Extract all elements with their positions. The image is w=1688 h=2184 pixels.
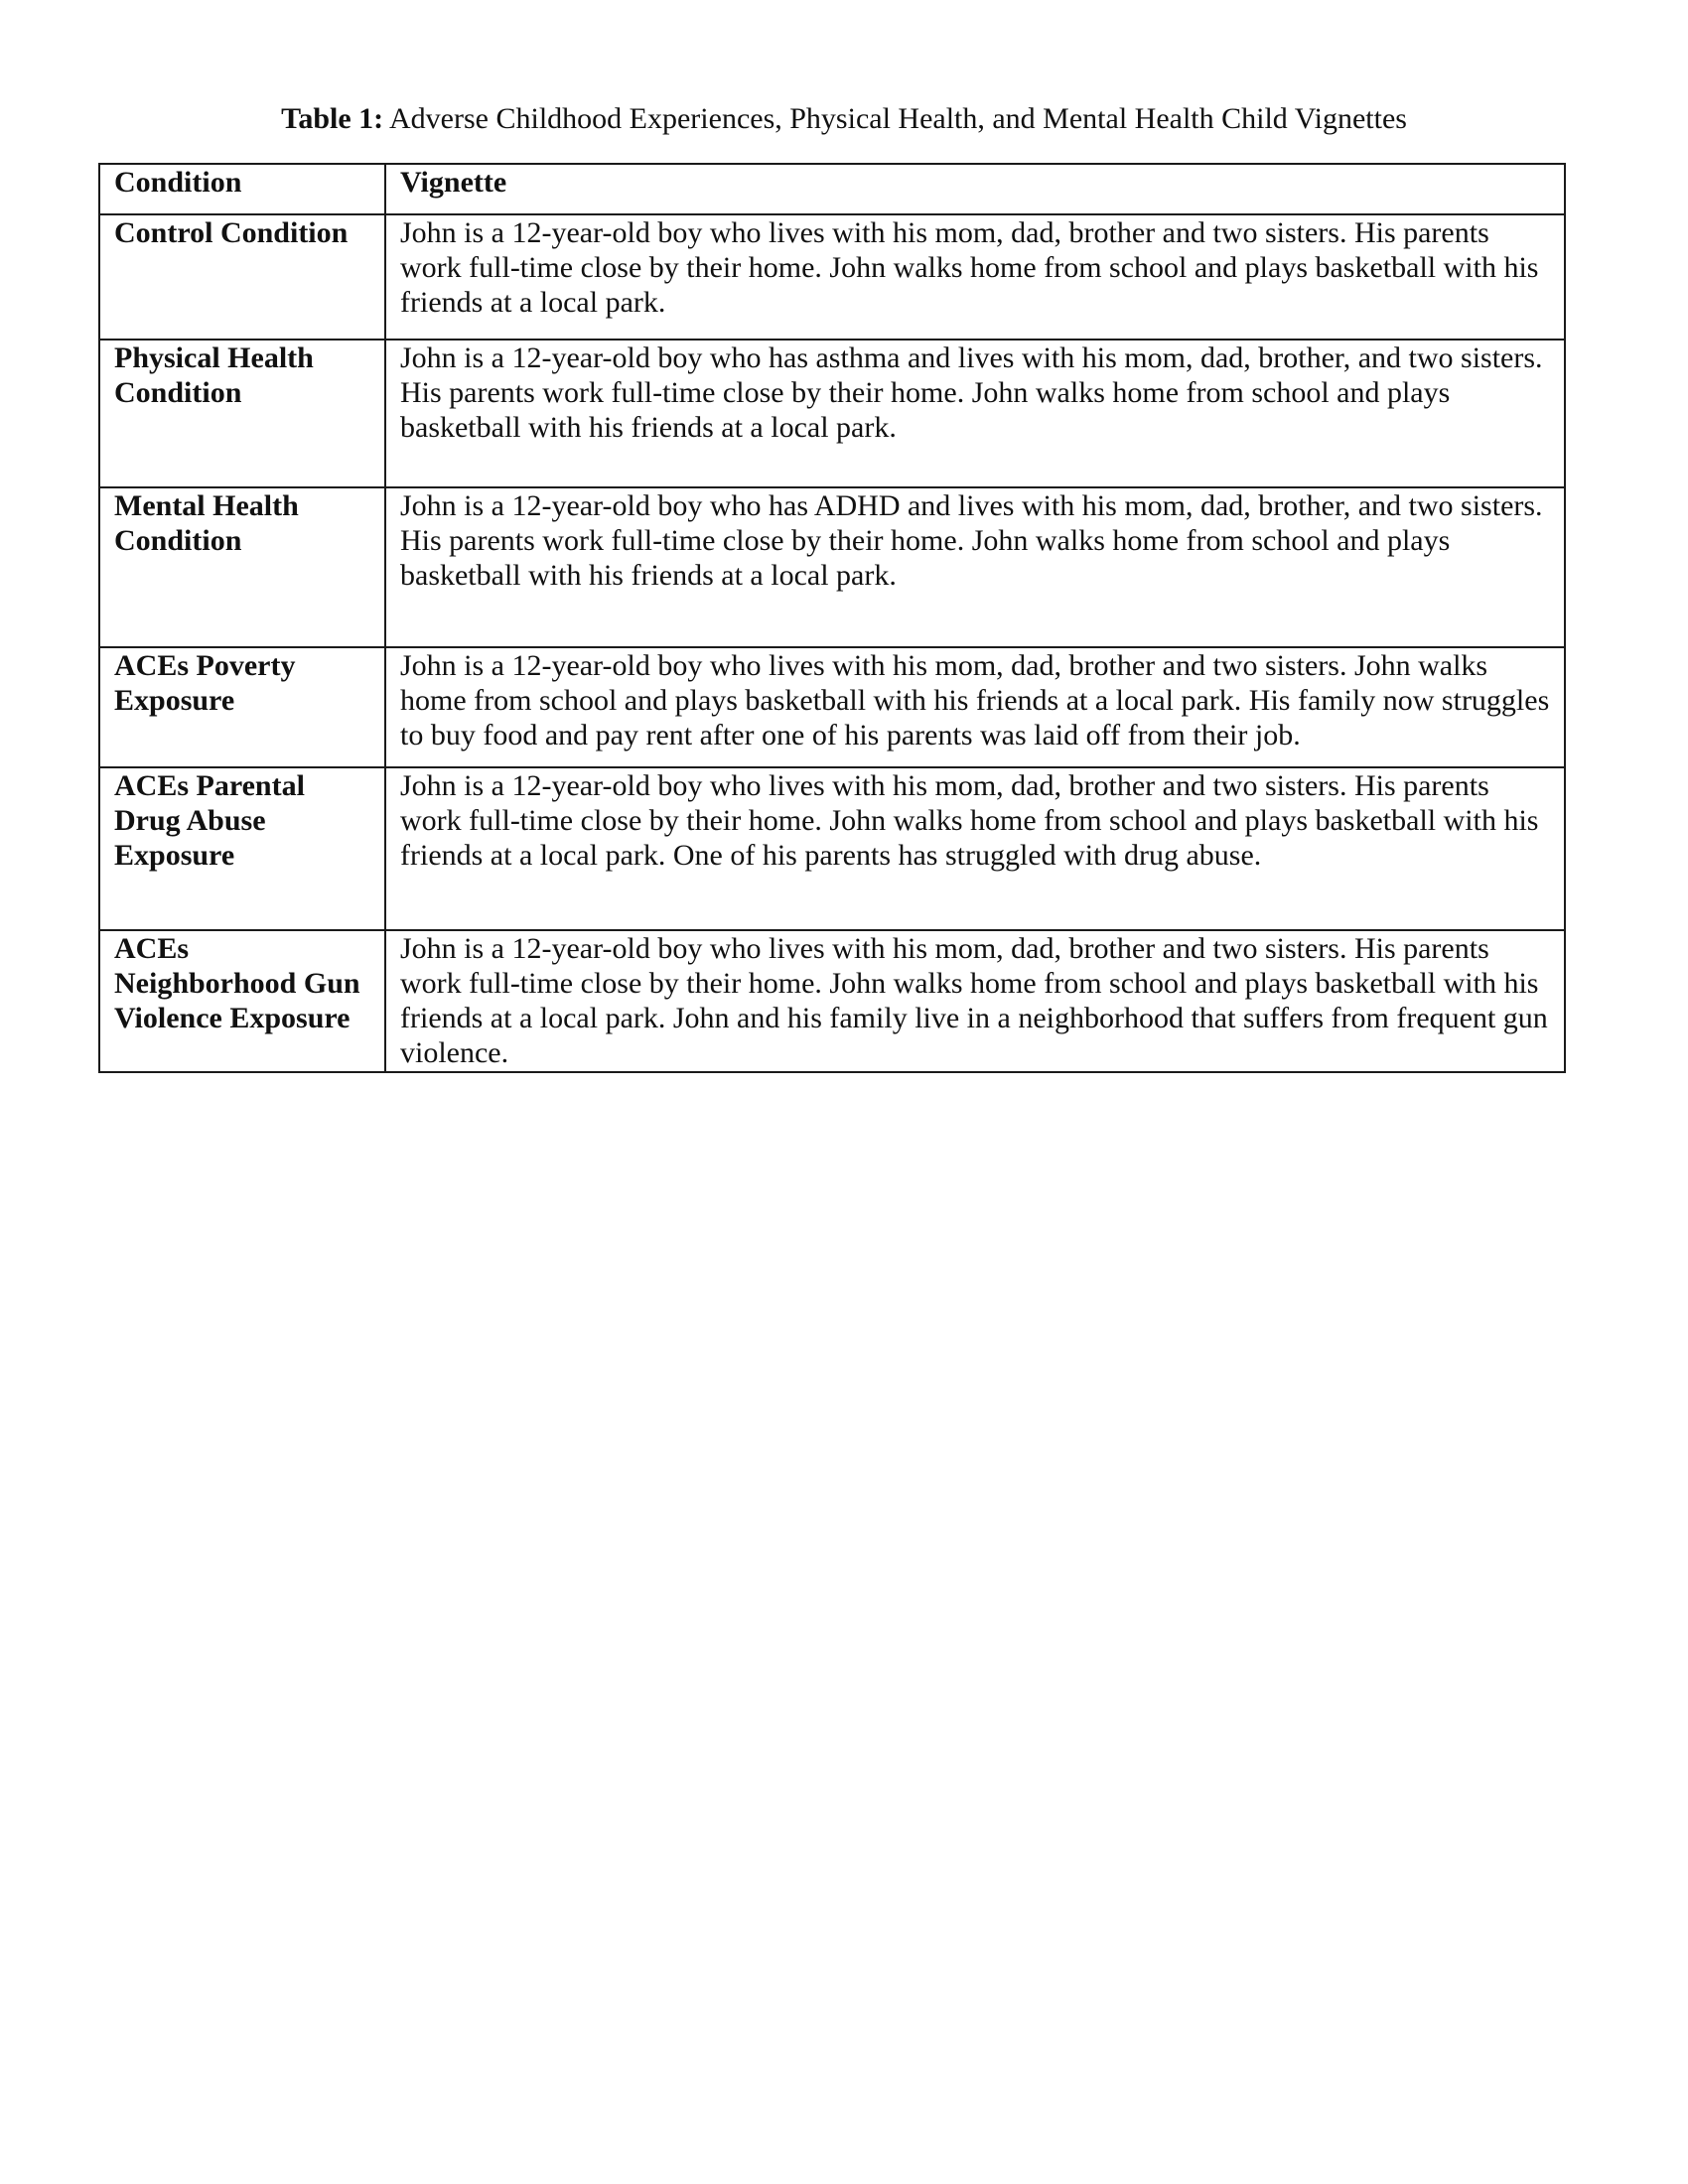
condition-cell: Control Condition [99, 214, 385, 340]
table-row [99, 214, 1565, 340]
table-caption-label: Table 1: [281, 102, 384, 135]
table-caption-text: Adverse Childhood Experiences, Physical Health, and Mental Health Child Vignettes [389, 102, 1407, 135]
condition-cell: ACEs Neighborhood Gun Violence Exposure [99, 930, 385, 1072]
condition-cell: ACEs Parental Drug Abuse Exposure [99, 767, 385, 930]
table-caption [0, 99, 1688, 139]
table-row [99, 340, 1565, 487]
table-row [99, 487, 1565, 647]
condition-cell: Mental Health Condition [99, 487, 385, 647]
table-row [99, 930, 1565, 1072]
condition-cell: ACEs Poverty Exposure [99, 647, 385, 767]
condition-cell: Physical Health Condition [99, 340, 385, 487]
table-row [99, 647, 1565, 767]
table-row [99, 767, 1565, 930]
vignette-cell: John is a 12-year-old boy who lives with his mom, dad, brother and two sisters. His parents work full-time close by their home. John walks home from school and plays basketball with his friends at a local park. John and his family live in a neighborhood that suffers from frequent gun violence. [385, 930, 1565, 1072]
vignette-cell: John is a 12-year-old boy who has asthma and lives with his mom, dad, brother, and two sisters. His parents work full-time close by their home. John walks home from school and plays basketball with his friends at a local park. [385, 340, 1565, 487]
vignette-cell: John is a 12-year-old boy who has ADHD and lives with his mom, dad, brother, and two sisters. His parents work full-time close by their home. John walks home from school and plays basketball with his friends at a local park. [385, 487, 1565, 647]
table-header-row [99, 164, 1565, 214]
vignette-cell: John is a 12-year-old boy who lives with his mom, dad, brother and two sisters. His parents work full-time close by their home. John walks home from school and plays basketball with his friends at a local park. [385, 214, 1565, 340]
column-header-vignette: Vignette [385, 164, 1565, 214]
vignettes-table [98, 163, 1566, 1073]
column-header-condition: Condition [99, 164, 385, 214]
vignette-cell: John is a 12-year-old boy who lives with his mom, dad, brother and two sisters. His parents work full-time close by their home. John walks home from school and plays basketball with his friends at a local park. One of his parents has struggled with drug abuse. [385, 767, 1565, 930]
vignette-cell: John is a 12-year-old boy who lives with his mom, dad, brother and two sisters. John walks home from school and plays basketball with his friends at a local park. His family now struggles to buy food and pay rent after one of his parents was laid off from their job. [385, 647, 1565, 767]
